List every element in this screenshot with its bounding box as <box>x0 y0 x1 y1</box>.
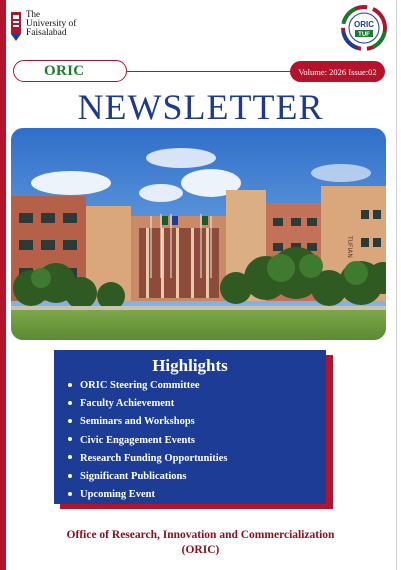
bullet-icon <box>68 455 72 459</box>
campus-building-photo <box>11 128 386 340</box>
header-divider <box>127 71 292 72</box>
oric-label: ORIC <box>44 62 85 79</box>
list-item-label: Research Funding Opportunities <box>80 452 228 464</box>
list-item <box>68 450 227 468</box>
highlights-list <box>68 377 227 504</box>
bullet-icon <box>68 401 72 405</box>
university-name <box>26 10 76 39</box>
footer-line2: (ORIC) <box>181 544 220 556</box>
list-item-label: Civic Engagement Events <box>80 434 195 446</box>
university-name-line1: The <box>26 9 40 19</box>
bullet-icon <box>68 474 72 478</box>
footer-line1: Office of Research, Innovation and Commercialization <box>66 529 335 541</box>
oric-logo-text: ORIC <box>354 20 374 29</box>
list-item-label: ORIC Steering Committee <box>80 380 200 391</box>
list-item <box>68 468 227 486</box>
volume-badge <box>290 61 385 82</box>
list-item-label: Seminars and Workshops <box>80 416 195 428</box>
university-logo <box>10 10 76 42</box>
highlights-box <box>54 350 326 504</box>
bullet-icon <box>68 383 72 387</box>
university-name-line3: Faisalabad <box>26 28 67 38</box>
list-item <box>68 486 227 504</box>
list-item-label: Upcoming Event <box>80 489 155 501</box>
list-item <box>68 413 227 431</box>
bullet-icon <box>68 419 72 423</box>
oric-label-pill <box>13 60 127 82</box>
list-item-label: Significant Publications <box>80 471 187 483</box>
oric-logo-subtext: TUF <box>358 32 370 38</box>
bullet-icon <box>68 437 72 441</box>
page-title: NEWSLETTER <box>77 87 324 127</box>
building-sign: TUFIAN <box>346 236 353 258</box>
footer-office-name <box>0 528 401 558</box>
volume-label: Volume: 2026 Issue:02 <box>298 66 377 77</box>
oric-logo-icon <box>341 5 387 51</box>
bullet-icon <box>68 492 72 496</box>
highlights-heading: Highlights <box>152 356 228 375</box>
list-item-label: Faculty Achievement <box>80 398 175 410</box>
list-item <box>68 377 227 395</box>
list-item <box>68 432 227 450</box>
university-name-line2: University of <box>26 18 77 29</box>
list-item <box>68 395 227 413</box>
university-crest-icon <box>10 10 22 42</box>
